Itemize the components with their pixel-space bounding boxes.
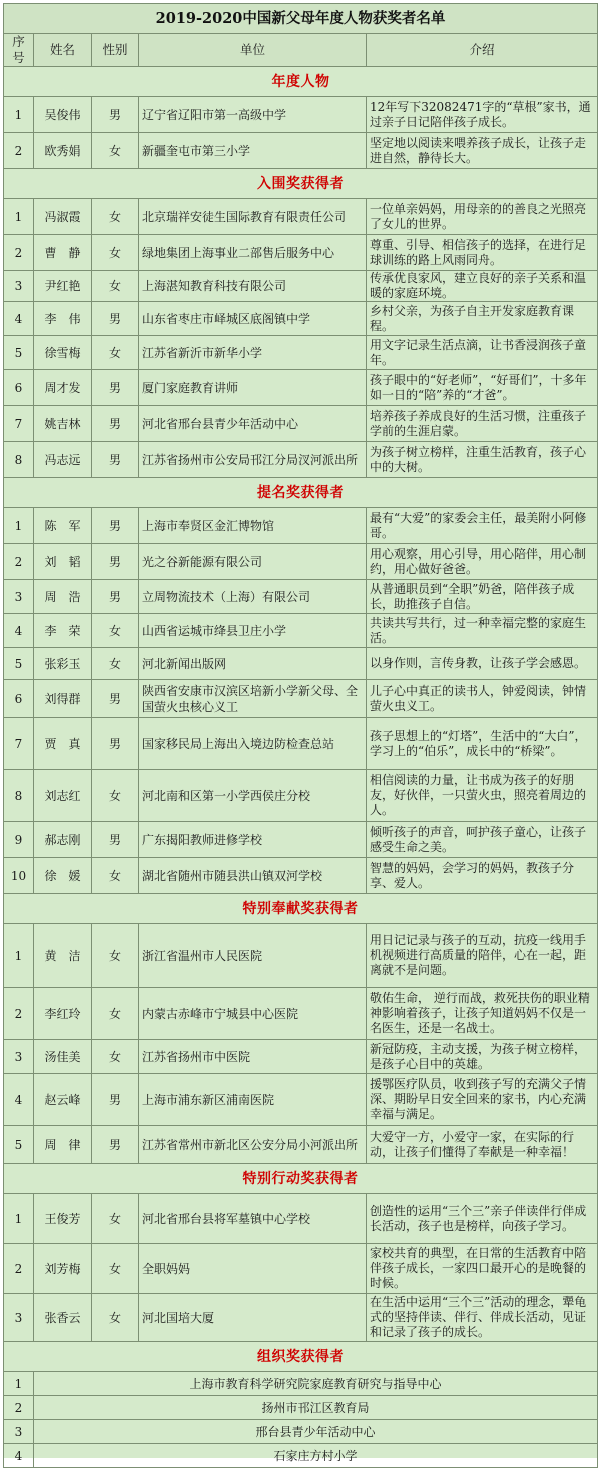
section-title: 年度人物 <box>4 67 598 97</box>
person-name: 赵云峰 <box>34 1074 92 1126</box>
person-intro: 相信阅读的力量，让书成为孩子的好朋友，好伙伴，一只萤火虫，照亮着周边的人。 <box>367 770 598 822</box>
row-index: 3 <box>4 1420 34 1444</box>
person-name: 尹红艳 <box>34 271 92 302</box>
section-title: 入围奖获得者 <box>4 169 598 199</box>
row-index: 2 <box>4 544 34 580</box>
org-row <box>4 1372 598 1396</box>
person-name: 刘芳梅 <box>34 1244 92 1294</box>
person-intro: 在生活中运用“三个三”活动的理念，犟龟式的坚持伴读、伴行、伴成长活动，见证和记录了孩子的成长。 <box>367 1294 598 1342</box>
person-name: 周才发 <box>34 370 92 406</box>
person-intro: 坚定地以阅读来喂养孩子成长，让孩子走进自然，静待长大。 <box>367 133 598 169</box>
person-unit: 上海市奉贤区金汇博物馆 <box>139 508 367 544</box>
person-gender: 女 <box>92 336 139 370</box>
person-gender: 男 <box>92 1126 139 1164</box>
section-header-row <box>4 169 598 199</box>
row-index: 4 <box>4 614 34 648</box>
row-index: 4 <box>4 302 34 336</box>
table-row <box>4 614 598 648</box>
person-unit: 江苏省新沂市新华小学 <box>139 336 367 370</box>
row-index: 1 <box>4 199 34 235</box>
person-gender: 女 <box>92 1244 139 1294</box>
person-unit: 新疆奎屯市第三小学 <box>139 133 367 169</box>
person-intro: 最有“大爱”的家委会主任，最美附小阿修哥。 <box>367 508 598 544</box>
person-unit: 河北省邢台县将军墓镇中心学校 <box>139 1194 367 1244</box>
row-index: 2 <box>4 988 34 1040</box>
person-gender: 男 <box>92 718 139 770</box>
row-index: 8 <box>4 770 34 822</box>
person-gender: 女 <box>92 199 139 235</box>
person-unit: 上海湛知教育科技有限公司 <box>139 271 367 302</box>
column-header-name: 姓名 <box>34 34 92 67</box>
person-unit: 立周物流技术（上海）有限公司 <box>139 580 367 614</box>
table-row <box>4 822 598 858</box>
person-gender: 男 <box>92 406 139 442</box>
person-gender: 女 <box>92 1040 139 1074</box>
person-gender: 男 <box>92 442 139 478</box>
person-intro: 儿子心中真正的读书人，钟爱阅读，钟情萤火虫义工。 <box>367 680 598 718</box>
person-gender: 男 <box>92 580 139 614</box>
person-intro: 用日记记录与孩子的互动，抗疫一线用手机视频进行高质量的陪伴，心在一起，距离就不是问题。 <box>367 924 598 988</box>
person-intro: 一位单亲妈妈，用母亲的的善良之光照亮了女儿的世界。 <box>367 199 598 235</box>
table-row <box>4 199 598 235</box>
row-index: 1 <box>4 1194 34 1244</box>
title-row <box>4 4 598 34</box>
organization-name: 邢台县青少年活动中心 <box>34 1420 598 1444</box>
column-header-index: 序号 <box>4 34 34 67</box>
person-intro: 孩子思想上的“灯塔”，生活中的“大白”，学习上的“伯乐”，成长中的“桥梁”。 <box>367 718 598 770</box>
table-row <box>4 406 598 442</box>
organization-name: 石家庄方村小学 <box>34 1444 598 1468</box>
section-title: 特别奉献奖获得者 <box>4 894 598 924</box>
person-gender: 女 <box>92 235 139 271</box>
person-unit: 辽宁省辽阳市第一高级中学 <box>139 97 367 133</box>
person-name: 王俊芳 <box>34 1194 92 1244</box>
person-intro: 传承优良家风，建立良好的亲子关系和温暖的家庭环境。 <box>367 271 598 302</box>
person-intro: 用心观察，用心引导，用心陪伴，用心制约，用心做好爸爸。 <box>367 544 598 580</box>
person-unit: 江苏省常州市新北区公安分局小河派出所 <box>139 1126 367 1164</box>
person-intro: 为孩子树立榜样，注重生活教育，孩子心中的大树。 <box>367 442 598 478</box>
section-header-row <box>4 478 598 508</box>
table-row <box>4 544 598 580</box>
person-unit: 厦门家庭教育讲师 <box>139 370 367 406</box>
person-name: 冯淑霞 <box>34 199 92 235</box>
award-list-document <box>3 3 597 1463</box>
person-unit: 江苏省扬州市中医院 <box>139 1040 367 1074</box>
organization-name: 扬州市邗江区教育局 <box>34 1396 598 1420</box>
header-row <box>4 34 598 67</box>
person-unit: 全职妈妈 <box>139 1244 367 1294</box>
person-intro: 大爱守一方，小爱守一家，在实际的行动，让孩子们懂得了奉献是一种幸福！ <box>367 1126 598 1164</box>
table-row <box>4 1244 598 1294</box>
table-row <box>4 133 598 169</box>
table-row <box>4 718 598 770</box>
person-gender: 男 <box>92 822 139 858</box>
person-name: 刘志红 <box>34 770 92 822</box>
person-gender: 男 <box>92 370 139 406</box>
org-row <box>4 1396 598 1420</box>
person-unit: 光之谷新能源有限公司 <box>139 544 367 580</box>
person-gender: 女 <box>92 271 139 302</box>
table-row <box>4 1194 598 1244</box>
person-intro: 乡村父亲，为孩子自主开发家庭教育课程。 <box>367 302 598 336</box>
row-index: 2 <box>4 1244 34 1294</box>
row-index: 6 <box>4 370 34 406</box>
column-header-intro: 介绍 <box>367 34 598 67</box>
row-index: 5 <box>4 1126 34 1164</box>
row-index: 4 <box>4 1074 34 1126</box>
row-index: 1 <box>4 924 34 988</box>
person-gender: 女 <box>92 858 139 894</box>
person-name: 吴俊伟 <box>34 97 92 133</box>
person-name: 曹 静 <box>34 235 92 271</box>
person-name: 贾 真 <box>34 718 92 770</box>
org-row <box>4 1444 598 1468</box>
person-unit: 山西省运城市绛县卫庄小学 <box>139 614 367 648</box>
row-index: 3 <box>4 1294 34 1342</box>
person-unit: 浙江省温州市人民医院 <box>139 924 367 988</box>
person-name: 徐 媛 <box>34 858 92 894</box>
person-gender: 女 <box>92 648 139 680</box>
person-intro: 援鄂医疗队员，收到孩子写的充满父子情深、期盼早日安全回来的家书，内心充满幸福与满足。 <box>367 1074 598 1126</box>
table-row <box>4 302 598 336</box>
person-intro: 创造性的运用“三个三”亲子伴读伴行伴成长活动，孩子也是榜样，向孩子学习。 <box>367 1194 598 1244</box>
person-unit: 江苏省扬州市公安局邗江分局汊河派出所 <box>139 442 367 478</box>
person-unit: 北京瑞祥安徒生国际教育有限责任公司 <box>139 199 367 235</box>
person-name: 周 律 <box>34 1126 92 1164</box>
person-unit: 广东揭阳教师进修学校 <box>139 822 367 858</box>
table-row <box>4 271 598 302</box>
person-intro: 12年写下32082471字的“草根”家书，通过亲子日记陪伴孩子成长。 <box>367 97 598 133</box>
person-intro: 敬佑生命， 逆行而战，救死扶伤的职业精神影响着孩子，让孩子知道妈妈不仅是一名医生，还是一名战士。 <box>367 988 598 1040</box>
row-index: 7 <box>4 718 34 770</box>
person-unit: 湖北省随州市随县洪山镇双河学校 <box>139 858 367 894</box>
table-row <box>4 1126 598 1164</box>
table-row <box>4 1294 598 1342</box>
section-title: 特别行动奖获得者 <box>4 1164 598 1194</box>
row-index: 1 <box>4 1372 34 1396</box>
person-gender: 女 <box>92 770 139 822</box>
document-title: 2019-2020中国新父母年度人物获奖者名单 <box>4 4 598 34</box>
person-name: 郝志刚 <box>34 822 92 858</box>
section-title: 提名奖获得者 <box>4 478 598 508</box>
row-index: 2 <box>4 235 34 271</box>
person-gender: 女 <box>92 1194 139 1244</box>
row-index: 2 <box>4 1396 34 1420</box>
table-row <box>4 97 598 133</box>
section-header-row <box>4 1164 598 1194</box>
person-intro: 新冠防疫，主动支援，为孩子树立榜样，是孩子心目中的英雄。 <box>367 1040 598 1074</box>
person-name: 黄 洁 <box>34 924 92 988</box>
person-gender: 男 <box>92 1074 139 1126</box>
person-name: 张香云 <box>34 1294 92 1342</box>
table-row <box>4 858 598 894</box>
person-intro: 培养孩子养成良好的生活习惯，注重孩子学前的生涯启蒙。 <box>367 406 598 442</box>
table-row <box>4 988 598 1040</box>
section-header-row <box>4 1342 598 1372</box>
row-index: 4 <box>4 1444 34 1468</box>
person-name: 陈 军 <box>34 508 92 544</box>
person-name: 张彩玉 <box>34 648 92 680</box>
person-gender: 男 <box>92 97 139 133</box>
person-unit: 绿地集团上海事业二部售后服务中心 <box>139 235 367 271</box>
person-unit: 山东省枣庄市峄城区底阁镇中学 <box>139 302 367 336</box>
person-intro: 智慧的妈妈，会学习的妈妈，教孩子分享、爱人。 <box>367 858 598 894</box>
section-title: 组织奖获得者 <box>4 1342 598 1372</box>
person-name: 李红玲 <box>34 988 92 1040</box>
person-intro: 从普通职员到“全职”奶爸，陪伴孩子成长，助推孩子自信。 <box>367 580 598 614</box>
person-name: 汤佳美 <box>34 1040 92 1074</box>
table-row <box>4 770 598 822</box>
person-gender: 男 <box>92 508 139 544</box>
person-name: 李 伟 <box>34 302 92 336</box>
person-name: 李 荣 <box>34 614 92 648</box>
row-index: 7 <box>4 406 34 442</box>
person-unit: 河北南和区第一小学西侯庄分校 <box>139 770 367 822</box>
column-header-unit: 单位 <box>139 34 367 67</box>
row-index: 1 <box>4 508 34 544</box>
row-index: 9 <box>4 822 34 858</box>
person-name: 刘 韬 <box>34 544 92 580</box>
column-header-gender: 性别 <box>92 34 139 67</box>
person-gender: 女 <box>92 133 139 169</box>
table-row <box>4 442 598 478</box>
person-intro: 用文字记录生活点滴，让书香浸润孩子童年。 <box>367 336 598 370</box>
person-name: 徐雪梅 <box>34 336 92 370</box>
person-name: 欧秀娟 <box>34 133 92 169</box>
row-index: 8 <box>4 442 34 478</box>
row-index: 3 <box>4 580 34 614</box>
person-intro: 共读共写共行，过一种幸福完整的家庭生活。 <box>367 614 598 648</box>
row-index: 5 <box>4 648 34 680</box>
person-name: 姚吉林 <box>34 406 92 442</box>
row-index: 1 <box>4 97 34 133</box>
row-index: 6 <box>4 680 34 718</box>
person-unit: 内蒙古赤峰市宁城县中心医院 <box>139 988 367 1040</box>
person-name: 冯志远 <box>34 442 92 478</box>
row-index: 3 <box>4 1040 34 1074</box>
table-row <box>4 370 598 406</box>
table-row <box>4 924 598 988</box>
section-header-row <box>4 67 598 97</box>
person-name: 刘得群 <box>34 680 92 718</box>
person-gender: 女 <box>92 614 139 648</box>
person-unit: 国家移民局上海出入境边防检查总站 <box>139 718 367 770</box>
person-unit: 河北新闻出版网 <box>139 648 367 680</box>
table-row <box>4 580 598 614</box>
person-gender: 女 <box>92 924 139 988</box>
section-header-row <box>4 894 598 924</box>
person-unit: 陕西省安康市汉滨区培新小学新父母、全国萤火虫核心义工 <box>139 680 367 718</box>
row-index: 3 <box>4 271 34 302</box>
table-row <box>4 1074 598 1126</box>
person-intro: 以身作则，言传身教，让孩子学会感恩。 <box>367 648 598 680</box>
table-row <box>4 508 598 544</box>
table-row <box>4 648 598 680</box>
org-row <box>4 1420 598 1444</box>
table-row <box>4 235 598 271</box>
person-gender: 男 <box>92 302 139 336</box>
table-row <box>4 1040 598 1074</box>
row-index: 2 <box>4 133 34 169</box>
person-unit: 河北省邢台县青少年活动中心 <box>139 406 367 442</box>
person-intro: 家校共育的典型，在日常的生活教育中陪伴孩子成长，一家四口最开心的是晚餐的时候。 <box>367 1244 598 1294</box>
award-table <box>3 3 598 1468</box>
person-gender: 男 <box>92 544 139 580</box>
person-unit: 河北国培大厦 <box>139 1294 367 1342</box>
person-gender: 男 <box>92 680 139 718</box>
organization-name: 上海市教育科学研究院家庭教育研究与指导中心 <box>34 1372 598 1396</box>
person-intro: 孩子眼中的“好老师”，“好哥们”，十多年如一日的“陪”养的“才爸”。 <box>367 370 598 406</box>
table-row <box>4 336 598 370</box>
person-gender: 女 <box>92 988 139 1040</box>
person-gender: 女 <box>92 1294 139 1342</box>
table-row <box>4 680 598 718</box>
person-unit: 上海市浦东新区浦南医院 <box>139 1074 367 1126</box>
row-index: 10 <box>4 858 34 894</box>
person-name: 周 浩 <box>34 580 92 614</box>
person-intro: 尊重、引导、相信孩子的选择，在进行足球训练的路上风雨同舟。 <box>367 235 598 271</box>
row-index: 5 <box>4 336 34 370</box>
person-intro: 倾听孩子的声音，呵护孩子童心，让孩子感受生命之美。 <box>367 822 598 858</box>
